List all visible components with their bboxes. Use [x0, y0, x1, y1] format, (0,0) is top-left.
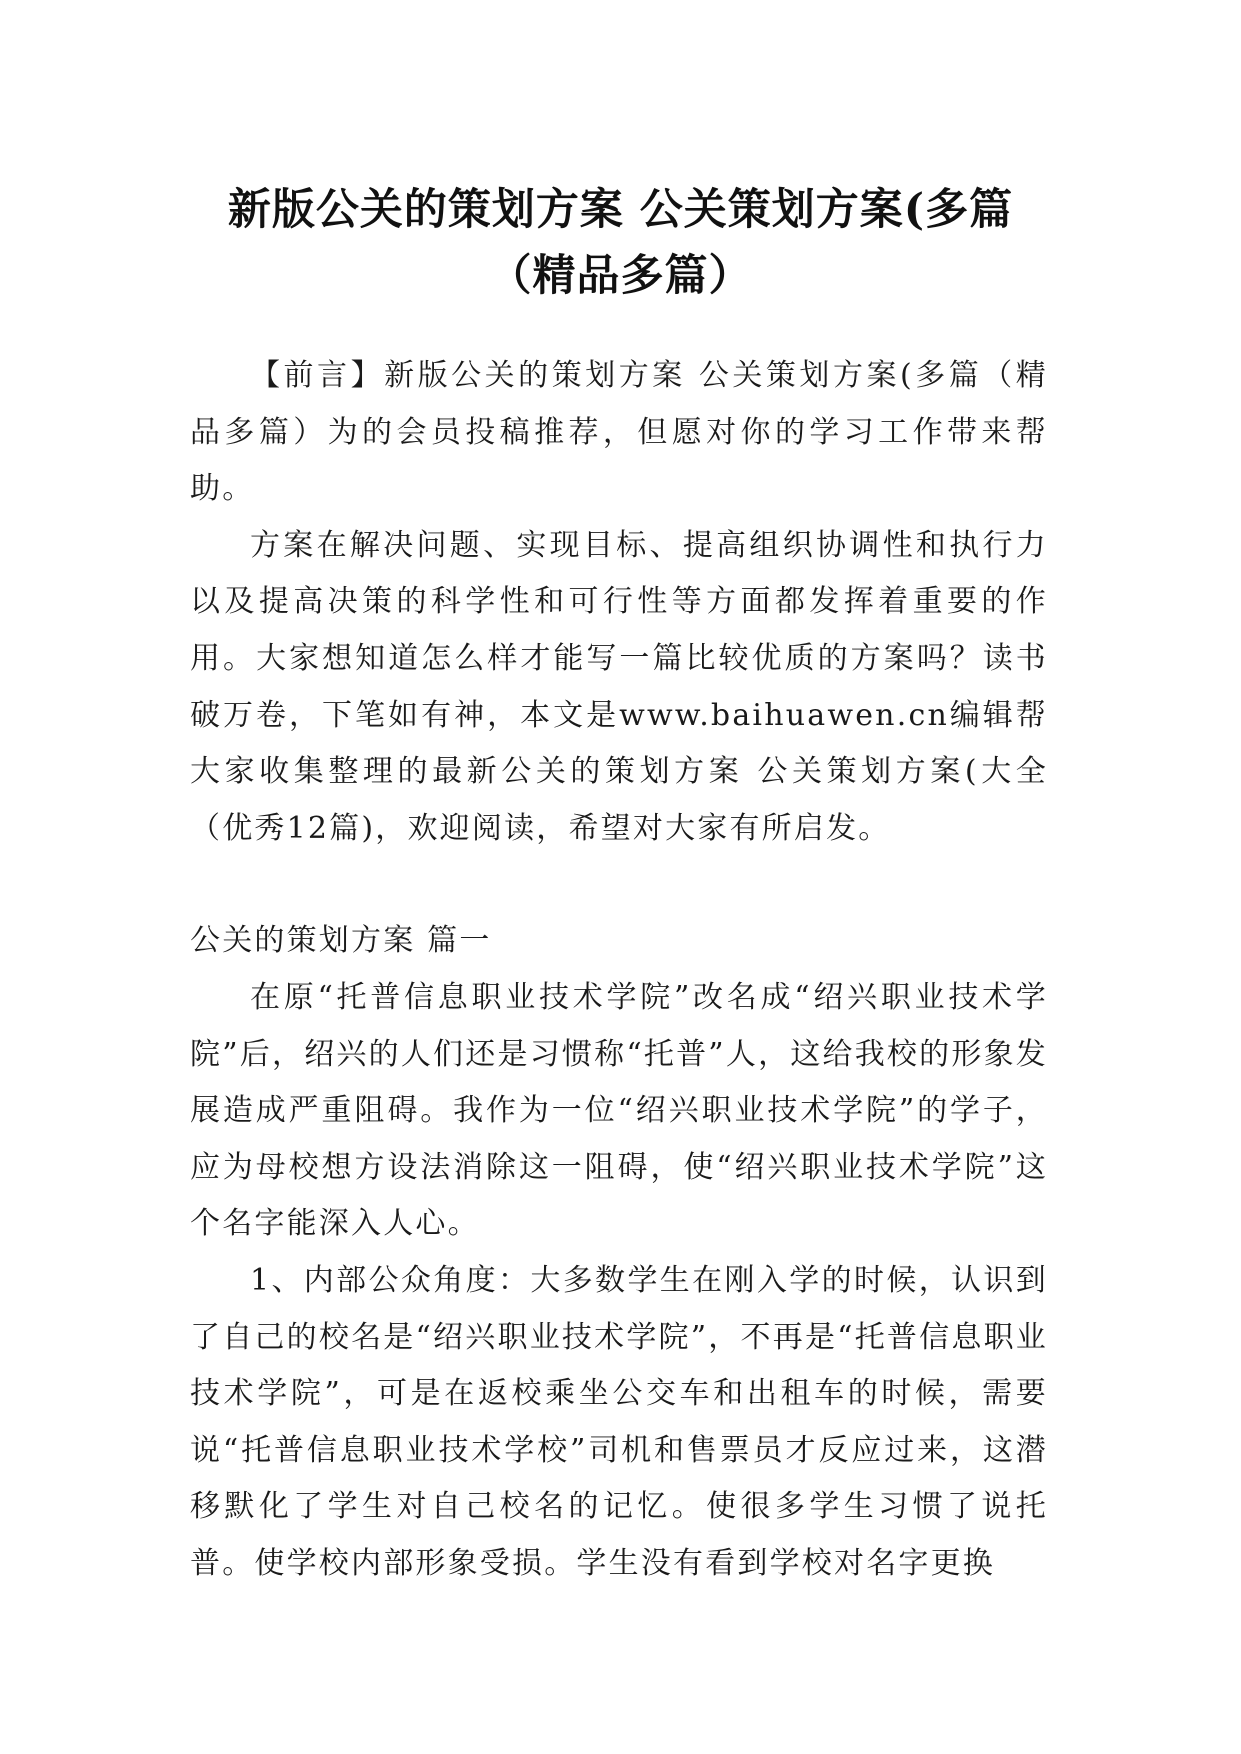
title-line-1: 新版公关的策划方案 公关策划方案(多篇 [227, 184, 1014, 235]
title-line-2: （精品多篇） [488, 250, 753, 301]
intro-paragraph: 【前言】新版公关的策划方案 公关策划方案(多篇（精品多篇）为的会员投稿推荐，但愿对你的学习工作带来帮助。 [190, 358, 1048, 507]
paragraph: 方案在解决问题、实现目标、提高组织协调性和执行力以及提高决策的科学性和可行性等方面都发挥着重要的作用。大家想知道怎么样才能写一篇比较优质的方案吗？读书破万卷，下笔如有神，本文是www.baihuawen.cn编辑帮大家收集整理的最新公关的策划方案 公关策划方案(大全（优秀12篇)，欢迎阅读，希望对大家有所启发。 [190, 527, 1048, 846]
section-heading: 公关的策划方案 篇一 [190, 923, 492, 959]
document-body [190, 348, 1048, 1592]
document-title [140, 177, 1101, 309]
paragraph: 1、内部公众角度：大多数学生在刚入学的时候，认识到了自己的校名是“绍兴职业技术学院”，不再是“托普信息职业技术学院”，可是在返校乘坐公交车和出租车的时候，需要说“托普信息职业技术学校”司机和售票员才反应过来，这潜移默化了学生对自己校名的记忆。使很多学生习惯了说托普。使学校内部形象受损。学生没有看到学校对名字更换 [190, 1262, 1048, 1581]
paragraph: 在原“托普信息职业技术学院”改名成“绍兴职业技术学院”后，绍兴的人们还是习惯称“托普”人，这给我校的形象发展造成严重阻碍。我作为一位“绍兴职业技术学院”的学子，应为母校想方设法消除这一阻碍，使“绍兴职业技术学院”这个名字能深入人心。 [190, 979, 1048, 1242]
